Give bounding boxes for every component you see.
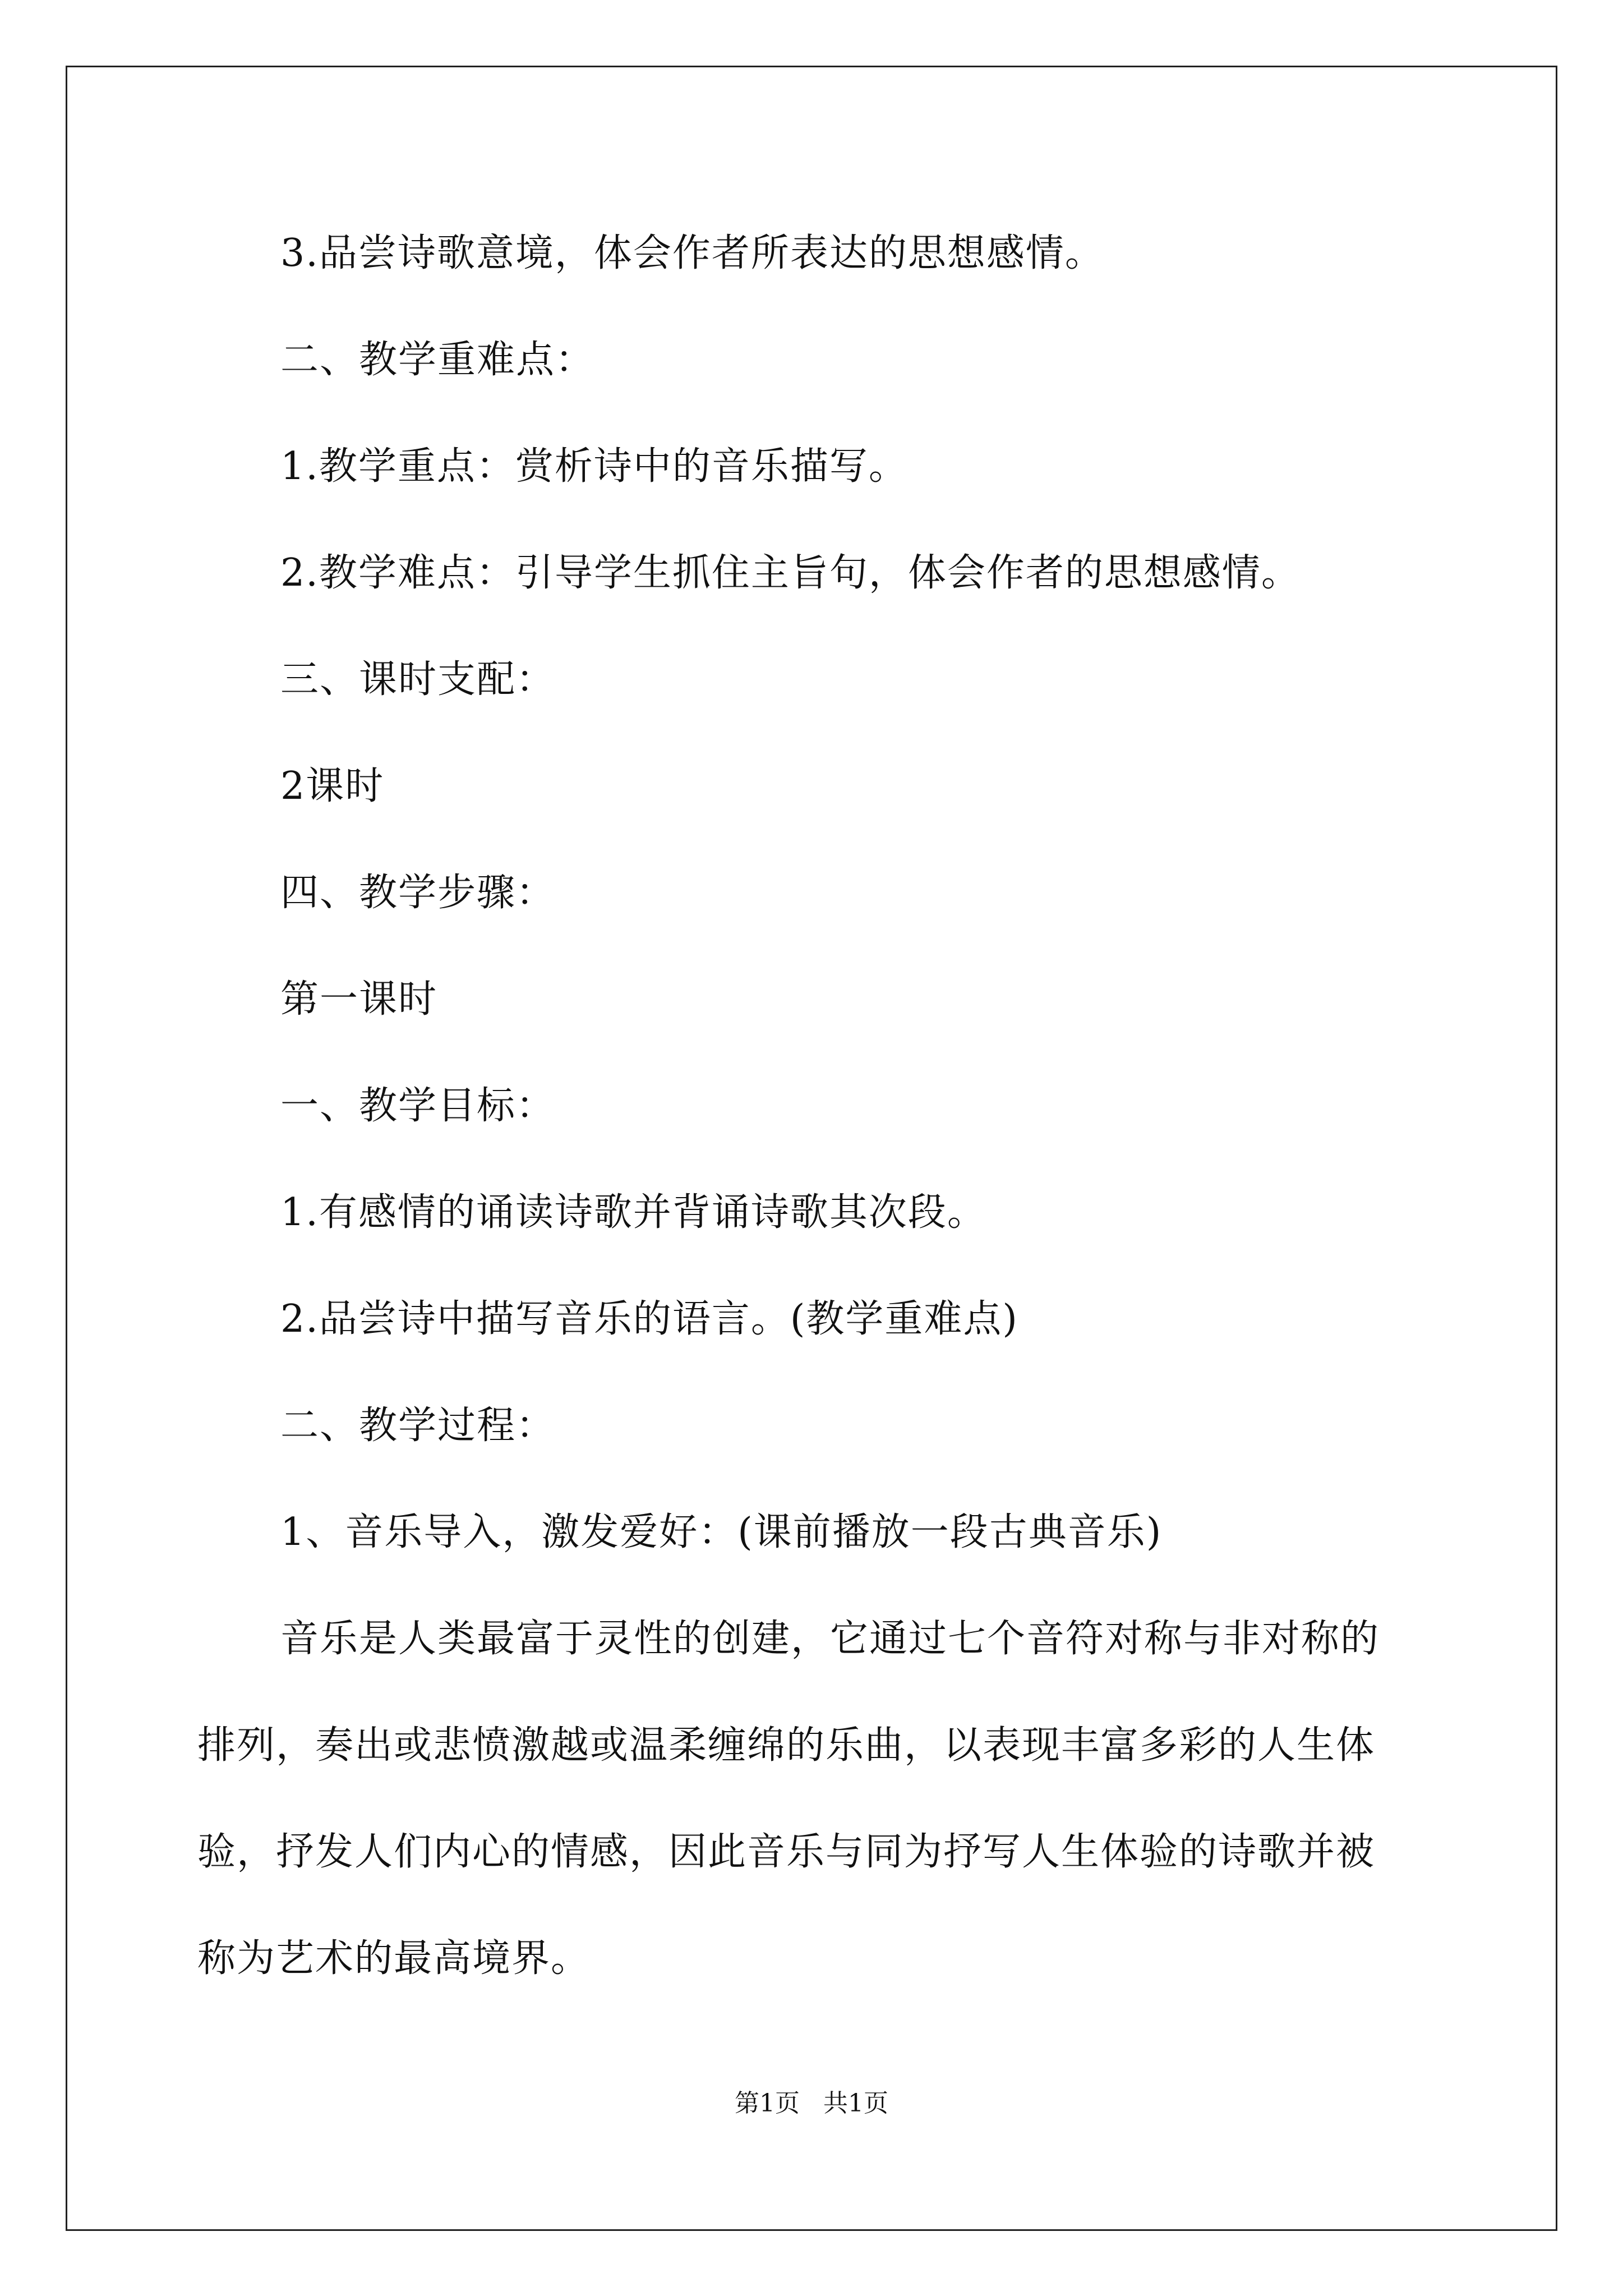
page-footer: 第1页 共1页 — [735, 2089, 888, 2118]
subsection-heading: 第一课时 — [280, 977, 438, 1022]
section-heading: 三、课时支配： — [280, 657, 556, 702]
text-line: 2.教学难点：引导学生抓住主旨句，体会作者的思想感情。 — [280, 551, 1301, 595]
paragraph-line: 排列，奏出或悲愤激越或温柔缠绵的乐曲，以表现丰富多彩的人生体 — [197, 1723, 1376, 1768]
text-line: 2课时 — [280, 764, 385, 808]
text-line: 1、音乐导入，激发爱好：(课前播放一段古典音乐) — [280, 1510, 1163, 1554]
text-line: 3.品尝诗歌意境，体会作者所表达的思想感情。 — [280, 231, 1104, 275]
section-heading: 二、教学过程： — [280, 1404, 556, 1448]
paragraph-line: 称为艺术的最高境界。 — [197, 1936, 591, 1981]
text-line: 1.教学重点：赏析诗中的音乐描写。 — [280, 444, 908, 489]
paragraph-line: 验，抒发人们内心的情感，因此音乐与同为抒写人生体验的诗歌并被 — [197, 1830, 1376, 1874]
paragraph-line: 音乐是人类最富于灵性的创建，它通过七个音符对称与非对称的 — [280, 1617, 1380, 1661]
section-heading: 一、教学目标： — [280, 1084, 556, 1128]
text-line: 1.有感情的诵读诗歌并背诵诗歌其次段。 — [280, 1190, 986, 1235]
text-line: 2.品尝诗中描写音乐的语言。(教学重难点) — [280, 1297, 1018, 1341]
section-heading: 四、教学步骤： — [280, 871, 556, 915]
section-heading: 二、教学重难点： — [280, 338, 595, 382]
page-border — [66, 66, 1557, 2231]
